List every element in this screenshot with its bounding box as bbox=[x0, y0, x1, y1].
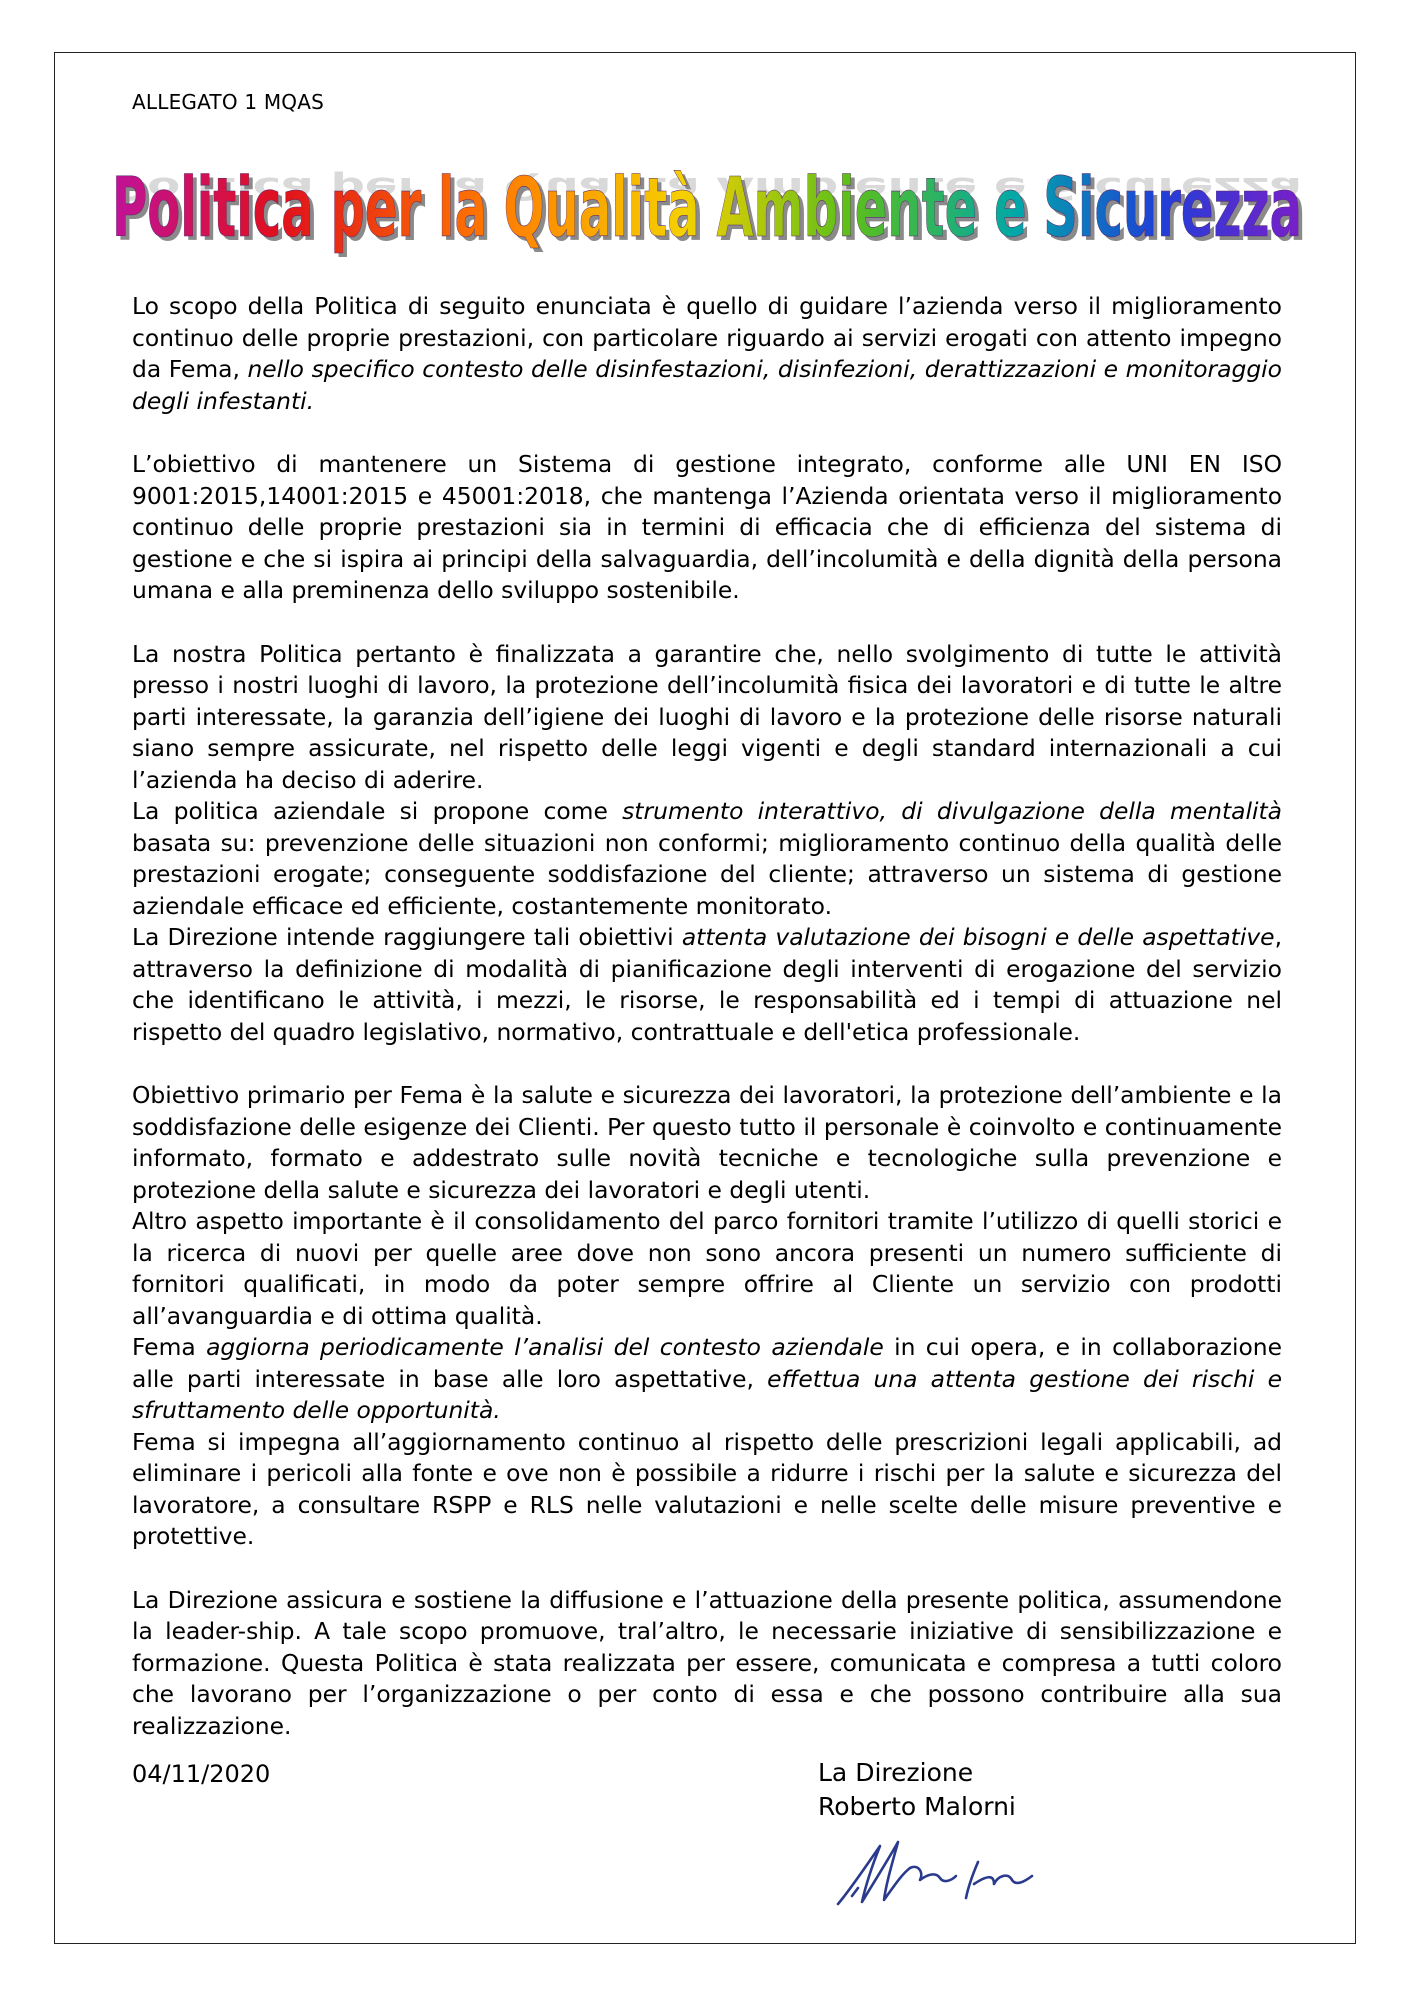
signatory-name: Roberto Malorni bbox=[818, 1792, 1016, 1821]
policy-paragraph bbox=[132, 1080, 1282, 1206]
paragraph-text: La nostra Politica pertanto è finalizzata a garantire che, nello svolgimento di tutte le attività presso i nostri luoghi di lavoro, la protezione dell’incolumità fisica dei lavoratori e di tutte le altre parti interessate, la garanzia dell’igiene dei luoghi di lavoro e la protezione delle risorse naturali siano sempre assicurate, nel rispetto delle leggi vigenti e degli standard internazionali a cui l’azienda ha deciso di aderire. bbox=[132, 639, 1282, 794]
paragraph-text: La Direzione intende raggiungere tali obiettivi bbox=[132, 923, 682, 951]
signature-block bbox=[818, 1756, 1016, 1824]
policy-paragraph bbox=[132, 449, 1282, 607]
title-shadow: Politica per la Qualità Ambiente e Sicurezza bbox=[116, 165, 1306, 260]
policy-paragraph bbox=[132, 796, 1282, 922]
paragraph-text: La Direzione assicura e sostiene la diffusione e l’attuazione della presente politica, assumendone la leader-ship. A tale scopo promuove, tral’altro, le necessarie iniziative di sensibilizzazione e formazione. Questa Politica è stata realizzata per essere, comunicata e compresa a tutti coloro che lavorano per l’organizzazione o per conto di essa e che possono contribuire alla sua realizzazione. bbox=[132, 1585, 1282, 1740]
emphasis-text: effettua una attenta gestione dei rischi e sfruttamento delle opportunità. bbox=[132, 1364, 1282, 1424]
paragraph-spacer bbox=[132, 607, 1282, 639]
policy-paragraph bbox=[132, 1427, 1282, 1553]
title-text: Politica per la Qualità Ambiente e Sicurezza bbox=[112, 161, 1302, 256]
policy-paragraph bbox=[132, 291, 1282, 417]
policy-paragraph bbox=[132, 1585, 1282, 1743]
paragraph-spacer bbox=[132, 1048, 1282, 1080]
paragraph-spacer bbox=[132, 1553, 1282, 1585]
policy-paragraph bbox=[132, 922, 1282, 1048]
paragraph-spacer bbox=[132, 417, 1282, 449]
emphasis-text: aggiorna periodicamente l’analisi del contesto aziendale bbox=[206, 1333, 884, 1361]
handwritten-signature bbox=[828, 1832, 1088, 1916]
policy-paragraph bbox=[132, 639, 1282, 797]
document-date: 04/11/2020 bbox=[132, 1760, 271, 1788]
paragraph-text: La politica aziendale si propone come bbox=[132, 797, 623, 825]
emphasis-text: strumento interattivo, di divulgazione della mentalità bbox=[622, 797, 1282, 825]
paragraph-text: Fema bbox=[132, 1333, 207, 1361]
policy-paragraph bbox=[132, 1206, 1282, 1332]
paragraph-text: Fema si impegna all’aggiornamento continuo al rispetto delle prescrizioni legali applicabili, ad eliminare i pericoli alla fonte e ove non è possibile a ridurre i rischi per la salute e sicurezza del lavoratore, a consultare RSPP e RLS nelle valutazioni e nelle scelte delle misure preventive e protettive. bbox=[132, 1427, 1282, 1550]
paragraph-text: in cui opera, e in collaborazione alle parti interessate in base alle loro aspettative, bbox=[132, 1333, 1283, 1393]
policy-body bbox=[132, 291, 1282, 1742]
paragraph-text: Altro aspetto importante è il consolidamento del parco fornitori tramite l’utilizzo di quelli storici e la ricerca di nuovi per quelle aree dove non sono ancora presenti un numero sufficiente di fornitori qualificati, in modo da poter sempre offrire al Cliente un servizio con prodotti all’avanguardia e di ottima qualità. bbox=[132, 1207, 1282, 1330]
emphasis-text: nello specifico contesto delle disinfestazioni, disinfezioni, derattizzazioni e monitoraggio degli infestanti. bbox=[132, 355, 1282, 415]
emphasis-text: attenta valutazione dei bisogni e delle aspettative bbox=[681, 923, 1275, 951]
policy-paragraph bbox=[132, 1332, 1282, 1427]
page-title bbox=[100, 128, 1320, 268]
paragraph-text: Obiettivo primario per Fema è la salute e sicurezza dei lavoratori, la protezione dell’ambiente e la soddisfazione delle esigenze dei Clienti. Per questo tutto il personale è coinvolto e continuamente informato, formato e addestrato sulle novità tecniche e tecnologiche sulla prevenzione e protezione della salute e sicurezza dei lavoratori e degli utenti. bbox=[132, 1081, 1282, 1204]
paragraph-text: Lo scopo della Politica di seguito enunciata è quello di guidare l’azienda verso il miglioramento continuo delle proprie prestazioni, con particolare riguardo ai servizi erogati con attento impegno da Fema, bbox=[132, 292, 1282, 383]
paragraph-text: basata su: prevenzione delle situazioni non conformi; miglioramento continuo della qualità delle prestazioni erogate; conseguente soddisfazione del cliente; attraverso un sistema di gestione aziendale efficace ed efficiente, costantemente monitorato. bbox=[132, 828, 1282, 920]
paragraph-text: , attraverso la definizione di modalità di pianificazione degli interventi di erogazione del servizio che identificano le attività, i mezzi, le risorse, le responsabilità ed i tempi di attuazione nel rispetto del quadro legislativo, normativo, contrattuale e dell'etica professionale. bbox=[132, 923, 1282, 1046]
paragraph-text: L’obiettivo di mantenere un Sistema di gestione integrato, conforme alle UNI EN ISO 9001:2015,14001:2015 e 45001:2018, che mantenga l’Azienda orientata verso il miglioramento continuo delle proprie prestazioni sia in termini di efficacia che di efficienza del sistema di gestione e che si ispira ai principi della salvaguardia, dell’incolumità e della dignità della persona umana e alla preminenza dello sviluppo sostenibile. bbox=[132, 450, 1282, 604]
document-reference: ALLEGATO 1 MQAS bbox=[132, 90, 325, 114]
title-reflection: Politica per la Qualità Ambiente e Sicurezza bbox=[112, 170, 1302, 208]
signatory-title: La Direzione bbox=[818, 1758, 974, 1787]
